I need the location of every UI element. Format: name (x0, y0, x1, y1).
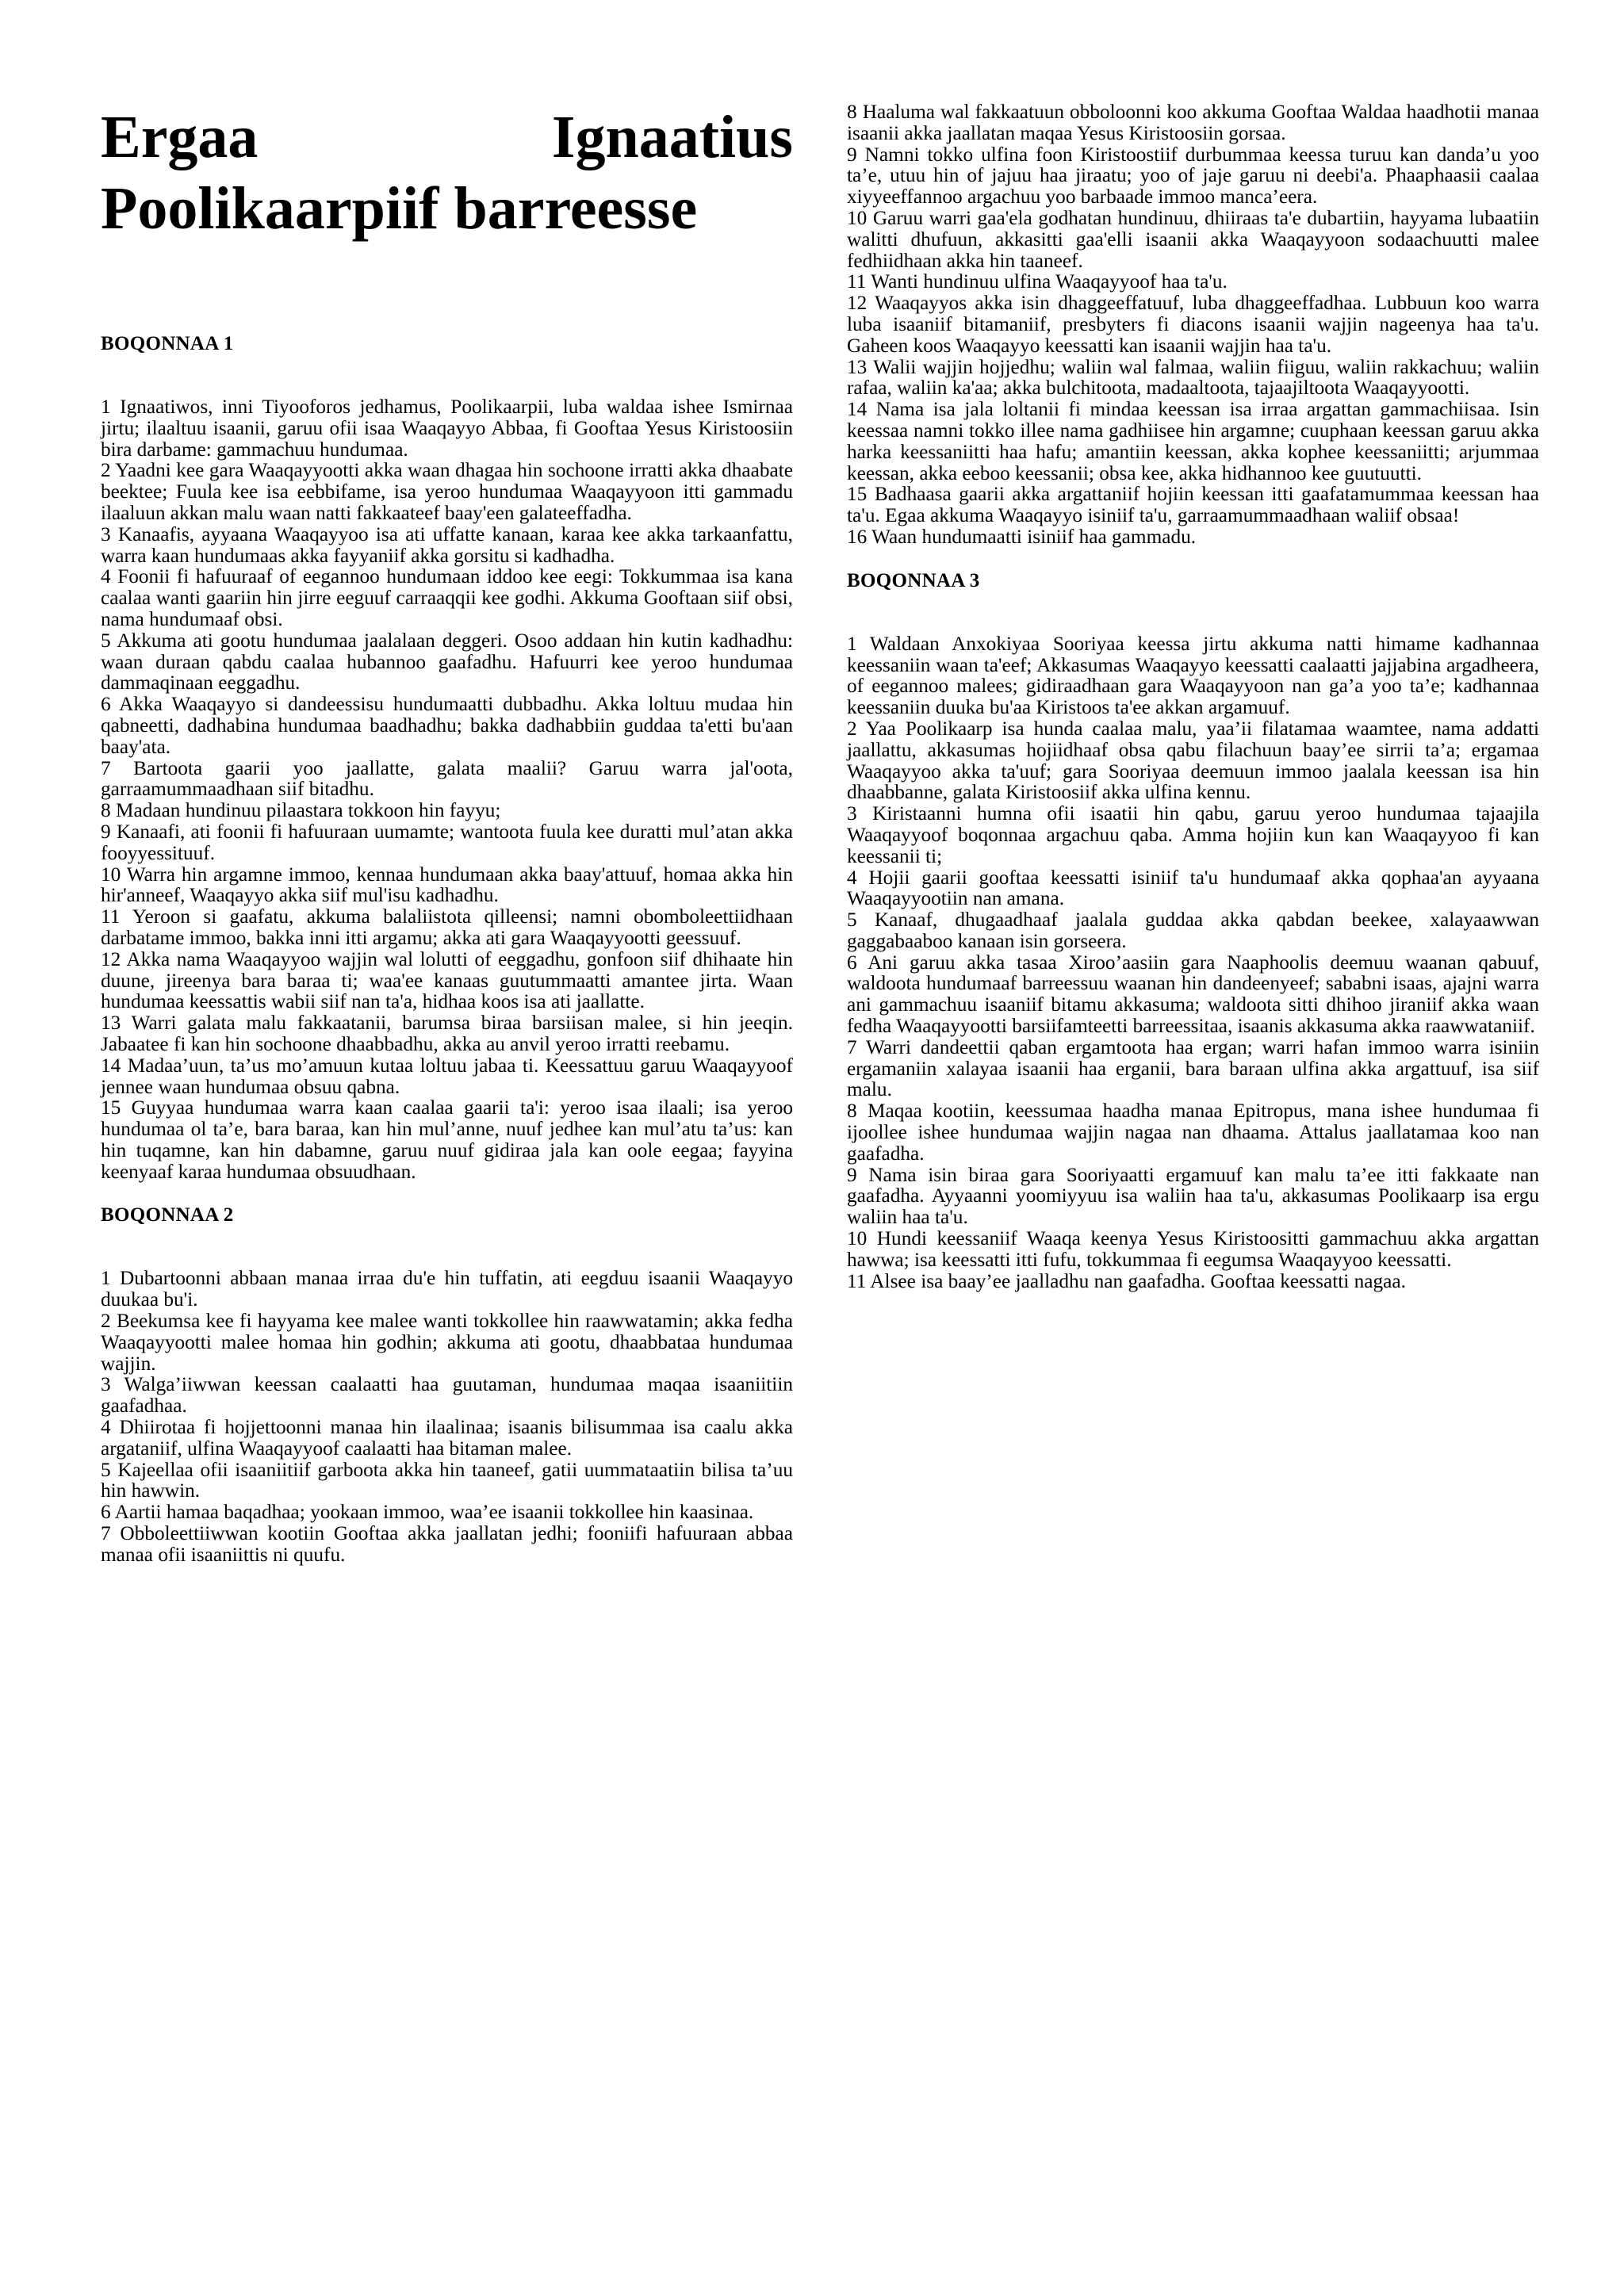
verse: 9 Kanaafi, ati foonii fi hafuuraan uumamte; wantoota fuula kee duratti mul’atan akka fooyyessituuf. (101, 820, 793, 864)
verse: 8 Haaluma wal fakkaatuun obboloonni koo akkuma Gooftaa Waldaa haadhotii manaa isaanii akka jaallatan maqaa Yesus Kiristoosiin gorsaa. (847, 101, 1539, 144)
verse: 10 Garuu warri gaa'ela godhatan hundinuu, dhiiraas ta'e dubartiin, hayyama lubaatiin walitti dhufuun, akkasitti gaa'elli isaanii akka Waaqayyoon sodaachuutti malee fedhiidhaan akka hin taaneef. (847, 206, 1539, 272)
verse: 7 Obboleettiiwwan kootiin Gooftaa akka jaallatan jedhi; fooniifi hafuuraan abbaa manaa ofii isaaniittis ni quufu. (101, 1522, 793, 1566)
verse: 3 Kanaafis, ayyaana Waaqayyoo isa ati uffatte kanaan, karaa kee akka tarkaanfattu, warra kaan hundumaas akka fayyaniif akka gorsitu si kadhadha. (101, 522, 793, 567)
title-line-1 (101, 101, 793, 173)
verse: 15 Badhaasa gaarii akka argattaniif hojiin keessan itti gaafatamummaa keessan haa ta'u. Egaa akkuma Waaqayyo isiniif ta'u, garraamummaadhaan waliif obsaa! (847, 483, 1539, 527)
verse: 9 Nama isin biraa gara Sooriyaatti ergamuuf kan malu ta’ee itti fakkaate nan gaafadha. Ayyaanni yoomiyyuu isa waliin haa ta'u, akkasumas Poolikaarp isa ergu waliin haa ta'u. (847, 1163, 1539, 1229)
verse: 16 Waan hundumaatti isiniif haa gammadu. (847, 525, 1197, 548)
verse: 12 Akka nama Waaqayyoo wajjin wal lolutti of eeggadhu, gonfoon siif dhihaate hin duune, jireenya bara baraa ti; waa'ee kanaas guutummaatti amantee jirta. Waan hundumaa keessattis wabii siif nan ta'a, hidhaa koos isa ati jaallatte. (101, 947, 793, 1013)
chapter-heading: BOQONNAA 3 (847, 569, 980, 591)
verse: 5 Kajeellaa ofii isaaniitiif garboota akka hin taaneef, gatii uummataatiin bilisa ta’uu hin hawwin. (101, 1458, 793, 1502)
chapter-2-part-2 (847, 101, 1539, 548)
verse: 14 Madaa’uun, ta’us mo’amuun kutaa loltuu jabaa ti. Keessattuu garuu Waaqayyoof jennee waan hundumaa obsuu qabna. (101, 1054, 793, 1098)
title-line-2: Poolikaarpiif barreesse (101, 175, 698, 242)
title-word-ignaatius: Ignaatius (551, 104, 793, 170)
verse: 1 Waldaan Anxokiyaa Sooriyaa keessa jirtu akkuma natti himame kadhannaa keessaniin waan ta'eef; Akkasumas Waaqayyo keessatti caalaatti jajjabina argadheera, of eegannoo malees; gidiraadhaan gara Waaqayyoon nan ga’a yoo ta’e; kadhannaa keessaniin duuka bu'aa Kiristoos ta'ee akkan argamuuf. (847, 632, 1539, 719)
verse: 4 Foonii fi hafuuraaf of eegannoo hundumaan iddoo kee eegi: Tokkummaa isa kana caalaa wanti gaariin hin jirre eeguuf carraaqqii kee godhi. Akkuma Gooftaan siif obsi, nama hundumaaf obsi. (101, 565, 793, 630)
chapter-1 (101, 333, 793, 1182)
verse: 4 Hojii gaarii gooftaa keessatti isiniif ta'u hundumaaf akka qophaa'an ayyaana Waaqayyootiin nan amana. (847, 866, 1539, 910)
verse: 6 Ani garuu akka tasaa Xiroo’aasiin gara Naaphoolis deemuu waanan qabuuf, waldoota hundumaaf barreessuu waanan hin dandeenyeef; sababni isaas, ajajni warra ani gammachuu isaaniif bitamu akkasuma; waldoota sitti dhihoo jiraniif akka waan fedha Waaqayyootti barsiifamteetti barreessitaa, isaanis akkasuma akka raawwataniif. (847, 951, 1539, 1038)
verse: 9 Namni tokko ulfina foon Kiristoostiif durbummaa keessa turuu kan danda’u yoo ta’e, utuu hin of jajuu haa jiraatu; yoo of jaje garuu ni deebi'a. Phaaphaasii caalaa xiyyeeffannoo argachuu yoo barbaade immoo manca’eera. (847, 143, 1539, 209)
verse: 10 Warra hin argamne immoo, kennaa hundumaan akka baay'attuuf, homaa akka hin hir'anneef, Waaqayyo akka siif mul'isu kadhadhu. (101, 863, 793, 907)
verse: 2 Yaa Poolikaarp isa hunda caalaa malu, yaa’ii filatamaa waamtee, nama addatti jaallattu, akkasumas hojiidhaaf obsa qabu filachuun baay’ee sirrii ta’a; ergamaa Waaqayyoo akka ta'uuf; gara Sooriyaa deemuun immoo jaalala keessan isa hin dhaabbanne, galata Kiristoosiif akka ulfina kennu. (847, 717, 1539, 804)
chapter-heading: BOQONNAA 2 (101, 1204, 234, 1226)
verse: 6 Akka Waaqayyo si dandeessisu hundumaatti dubbadhu. Akka loltuu mudaa hin qabneetti, dadhabina hundumaa baadhadhu; bakka dadhabbiin guddaa ta'etti bu'aan baay'ata. (101, 693, 793, 758)
verse: 4 Dhiirotaa fi hojjettoonni manaa hin ilaalinaa; isaanis bilisummaa isa caalu akka argataniif, ulfina Waaqayyoof caalaatti haa bitaman malee. (101, 1416, 793, 1460)
chapter-2-part-1 (101, 1204, 793, 1565)
verse: 5 Kanaaf, dhugaadhaaf jaalala guddaa akka qabdan beekee, xalayaawwan gaggabaaboo kanaan isin gorseera. (847, 909, 1539, 952)
verse: 1 Dubartoonni abbaan manaa irraa du'e hin tuffatin, ati eegduu isaanii Waaqayyo duukaa bu'i. (101, 1267, 793, 1311)
verse: 3 Kiristaanni humna ofii isaatii hin qabu, garuu yeroo hundumaa tajaajila Waaqayyoof boqonnaa argachuu qaba. Amma hojiin kun kan Waaqayyoo fi kan keessanii ti; (847, 802, 1539, 867)
verse: 7 Bartoota gaarii yoo jaallatte, galata maalii? Garuu warra jal'oota, garraamummaadhaan siif bitadhu. (101, 756, 793, 801)
verse: 8 Madaan hundinuu pilaastara tokkoon hin fayyu; (101, 799, 501, 822)
verse: 8 Maqaa kootiin, keessumaa haadha manaa Epitropus, mana ishee hundumaa fi ijoollee ishee hundumaa wajjin nagaa nan dhaama. Attalus jaallatamaa koo nan gaafadha. (847, 1100, 1539, 1165)
chapter-heading: BOQONNAA 1 (101, 333, 234, 354)
verse: 5 Akkuma ati gootu hundumaa jaalalaan deggeri. Osoo addaan hin kutin kadhadhu: waan duraan qabdu caalaa hubannoo gaafadhu. Hafuurri kee yeroo hundumaa dammaqinaan eeggadhu. (101, 629, 793, 695)
verse: 7 Warri dandeettii qaban ergamtoota haa ergan; warri hafan immoo warra isiniin ergamaniin xalayaa isaanii haa erganii, bara baraan ulfina akka argattuuf, isa siif malu. (847, 1035, 1539, 1101)
verse: 6 Aartii hamaa baqadhaa; yookaan immoo, waa’ee isaanii tokkollee hin kaasinaa. (101, 1501, 754, 1524)
verse: 13 Warri galata malu fakkaatanii, barumsa biraa barsiisan malee, si hin jeeqin. Jabaatee fi kan hin sochoone dhaabbadhu, akka au anvil yeroo irratti reebamu. (101, 1012, 793, 1055)
chapter-3 (847, 570, 1539, 1292)
verse: 11 Wanti hundinuu ulfina Waaqayyoof haa ta'u. (847, 270, 1228, 293)
document-title (101, 101, 793, 244)
verse: 14 Nama isa jala loltanii fi mindaa keessan isa irraa argattan gammachiisaa. Isin keessaa namni tokko illee nama gadhiisee hin argamne; cuuphaan keessan garuu akka harka keessaniitti haa hafu; amantiin keessan, akka kophee keessaniitti; arjummaa keessan, akka eeboo keessanii; obsa kee, akka hidhannoo kee guutuutti. (847, 398, 1539, 484)
title-word-ergaa: Ergaa (101, 104, 259, 170)
left-column (101, 101, 793, 1566)
verse: 10 Hundi keessaniif Waaqa keenya Yesus Kiristoositti gammachuu akka argattan hawwa; isa keessatti itti fufu, tokkummaa fi eegumsa Waaqayyoo keessatti. (847, 1227, 1539, 1271)
verse: 1 Ignaatiwos, inni Tiyooforos jedhamus, Poolikaarpii, luba waldaa ishee Ismirnaa jirtu; ilaaltuu isaanii, garuu ofii isaa Waaqayyo Abbaa, fi Gooftaa Yesus Kiristoosiin bira darbame: gammachuu hundumaa. (101, 396, 793, 461)
verse: 15 Guyyaa hundumaa warra kaan caalaa gaarii ta'i: yeroo isaa ilaali; isa yeroo hundumaa ol ta’e, bara baraa, kan hin mul’anne, nuuf jedhee kan mul’atu ta’us: kan hin tuqamne, kan hin dabamne, garuu nuuf gidiraa jala kan oole eegaa; fayyina keenyaaf karaa hundumaa obsuudhaan. (101, 1096, 793, 1183)
verse: 11 Alsee isa baay’ee jaalladhu nan gaafadha. Gooftaa keessatti nagaa. (847, 1269, 1406, 1292)
verse: 2 Beekumsa kee fi hayyama kee malee wanti tokkollee hin raawwatamin; akka fedha Waaqayyootti malee homaa hin godhin; akkuma ati gootu, dhaabbataa hundumaa wajjin. (101, 1310, 793, 1375)
right-column (847, 101, 1539, 1292)
verse: 3 Walga’iiwwan keessan caalaatti haa guutaman, hundumaa maqaa isaaniitiin gaafadhaa. (101, 1373, 793, 1418)
verse: 13 Walii wajjin hojjedhu; waliin wal falmaa, waliin fiiguu, waliin rakkachuu; waliin rafaa, waliin ka'aa; akka bulchitoota, madaaltoota, tajaajiltoota Waaqayyootti. (847, 355, 1539, 400)
verse: 11 Yeroon si gaafatu, akkuma balaliistota qilleensi; namni obomboleettiidhaan darbatame immoo, bakka inni itti argamu; akka ati gara Waaqayyootti geessuuf. (101, 905, 793, 949)
verse: 2 Yaadni kee gara Waaqayyootti akka waan dhagaa hin sochoone irratti akka dhaabate beektee; Fuula kee isa eebbifame, isa yeroo hundumaa Waaqayyoon itti gammadu ilaaluun akkan malu waan natti fakkaateef baay'een galateeffadha. (101, 459, 793, 524)
verse: 12 Waaqayyos akka isin dhaggeeffatuuf, luba dhaggeeffadhaa. Lubbuun koo warra luba isaaniif bitamaniif, presbyters fi diacons isaanii wajjin nageenya haa ta'u. Gaheen koos Waaqayyo keessatti kan isaanii wajjin haa ta'u. (847, 292, 1539, 357)
